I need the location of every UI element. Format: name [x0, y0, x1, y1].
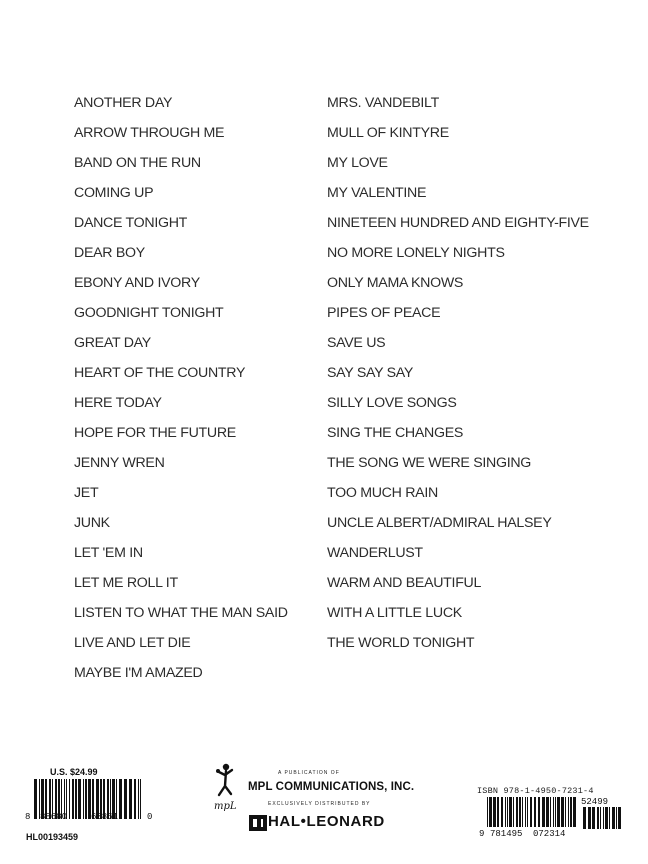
- song-title: HEART OF THE COUNTRY: [74, 365, 246, 381]
- price-code: 52499: [581, 797, 609, 807]
- song-title: WANDERLUST: [327, 545, 423, 561]
- barcode-bar: [138, 779, 139, 819]
- barcode-bar: [501, 797, 503, 827]
- barcode-bar: [134, 779, 136, 819]
- song-title: DANCE TONIGHT: [74, 215, 188, 231]
- barcode-bar: [72, 779, 74, 819]
- upc-digit-left: 8: [25, 812, 31, 822]
- barcode-bar: [140, 779, 141, 819]
- song-title: COMING UP: [74, 185, 154, 201]
- barcode-bar: [509, 797, 512, 827]
- barcode-bar: [85, 779, 87, 819]
- barcode-bar: [513, 797, 514, 827]
- barcode-bar: [561, 797, 564, 827]
- barcode-bar: [519, 797, 521, 827]
- song-title: NINETEEN HUNDRED AND EIGHTY-FIVE: [327, 215, 589, 231]
- barcode-bar: [573, 797, 576, 827]
- barcode-bar: [588, 807, 591, 829]
- product-code: HL00193459: [26, 832, 79, 842]
- barcode-bar: [597, 807, 599, 829]
- barcode-bar: [565, 797, 566, 827]
- distributor-name: HAL•LEONARD: [268, 813, 385, 830]
- song-title: ONLY MAMA KNOWS: [327, 275, 464, 291]
- upc-digit-right: 0: [147, 812, 153, 822]
- song-title: ARROW THROUGH ME: [74, 125, 225, 141]
- barcode-bar: [493, 797, 496, 827]
- barcode-bar: [489, 797, 492, 827]
- song-title: THE WORLD TONIGHT: [327, 635, 475, 651]
- svg-text:mpL: mpL: [214, 801, 237, 812]
- barcode-bar: [550, 797, 551, 827]
- publication-line: A PUBLICATION OF: [278, 770, 340, 776]
- song-title: UNCLE ALBERT/ADMIRAL HALSEY: [327, 515, 552, 531]
- barcode-bar: [592, 807, 595, 829]
- barcode-bar: [568, 797, 569, 827]
- song-title: DEAR BOY: [74, 245, 145, 261]
- song-title: HERE TODAY: [74, 395, 162, 411]
- song-title: JUNK: [74, 515, 110, 531]
- mpl-logo: [210, 762, 242, 812]
- publisher-name: MPL COMMUNICATIONS, INC.: [248, 781, 415, 793]
- barcode-bar: [129, 779, 132, 819]
- barcode-bar: [487, 797, 488, 827]
- song-title: EBONY AND IVORY: [74, 275, 200, 291]
- song-list-right: [327, 93, 627, 663]
- barcode-bar: [555, 797, 556, 827]
- isbn-label: ISBN 978-1-4950-7231-4: [477, 786, 594, 796]
- upc-digits-group-2: 63861: [91, 812, 119, 822]
- barcode-bar: [527, 797, 528, 827]
- barcode-bar: [542, 797, 545, 827]
- song-title: WARM AND BEAUTIFUL: [327, 575, 482, 591]
- barcode-bar: [553, 797, 554, 827]
- song-title: WITH A LITTLE LUCK: [327, 605, 462, 621]
- upc-digits-group-1: 88680: [40, 812, 68, 822]
- song-title: LET ME ROLL IT: [74, 575, 178, 591]
- song-title: SAY SAY SAY: [327, 365, 414, 381]
- song-title: SILLY LOVE SONGS: [327, 395, 457, 411]
- barcode-bar: [612, 807, 615, 829]
- barcode-bar: [119, 779, 122, 819]
- song-title: MY LOVE: [327, 155, 388, 171]
- barcode-bar: [124, 779, 127, 819]
- barcode-bar: [605, 807, 608, 829]
- song-title: MRS. VANDEBILT: [327, 95, 439, 111]
- ean-barcode: [485, 797, 577, 827]
- song-title: SING THE CHANGES: [327, 425, 464, 441]
- song-title: SAVE US: [327, 335, 386, 351]
- barcode-bar: [497, 797, 499, 827]
- distributed-line: EXCLUSIVELY DISTRIBUTED BY: [268, 801, 371, 807]
- barcode-bar: [530, 797, 532, 827]
- barcode-bar: [505, 797, 506, 827]
- barcode-bar: [603, 807, 604, 829]
- song-title: NO MORE LONELY NIGHTS: [327, 245, 505, 261]
- barcode-bar: [83, 779, 84, 819]
- ean-digits-group-1: 781495: [490, 829, 523, 839]
- song-title: JENNY WREN: [74, 455, 165, 471]
- song-title: THE SONG WE WERE SINGING: [327, 455, 532, 471]
- song-title: BAND ON THE RUN: [74, 155, 201, 171]
- song-title: LIVE AND LET DIE: [74, 635, 191, 651]
- barcode-bar: [75, 779, 77, 819]
- price-barcode: [581, 807, 621, 829]
- barcode-bar: [583, 807, 586, 829]
- ean-digit-left: 9: [479, 829, 485, 839]
- song-title: GREAT DAY: [74, 335, 151, 351]
- barcode-bar: [525, 797, 526, 827]
- song-title: HOPE FOR THE FUTURE: [74, 425, 236, 441]
- ean-digits-group-2: 072314: [533, 829, 566, 839]
- song-title: MULL OF KINTYRE: [327, 125, 449, 141]
- barcode-bar: [616, 807, 617, 829]
- barcode-bar: [546, 797, 549, 827]
- song-title: LET 'EM IN: [74, 545, 143, 561]
- barcode-bar: [618, 807, 621, 829]
- barcode-bar: [557, 797, 560, 827]
- barcode-bar: [534, 797, 536, 827]
- song-title: JET: [74, 485, 99, 501]
- song-title: MAYBE I'M AMAZED: [74, 665, 203, 681]
- song-list-left: [74, 93, 314, 693]
- barcode-bar: [570, 797, 572, 827]
- song-title: MY VALENTINE: [327, 185, 427, 201]
- barcode-bar: [69, 779, 70, 819]
- barcode-bar: [507, 797, 508, 827]
- song-title: ANOTHER DAY: [74, 95, 173, 111]
- barcode-bar: [522, 797, 523, 827]
- song-title: PIPES OF PEACE: [327, 305, 441, 321]
- barcode-bar: [609, 807, 610, 829]
- barcode-bar: [516, 797, 518, 827]
- barcode-bar: [34, 779, 37, 819]
- barcode-bar: [600, 807, 601, 829]
- price-label: U.S. $24.99: [50, 767, 98, 777]
- barcode-bar: [538, 797, 540, 827]
- song-title: LISTEN TO WHAT THE MAN SAID: [74, 605, 288, 621]
- song-title: TOO MUCH RAIN: [327, 485, 438, 501]
- song-title: GOODNIGHT TONIGHT: [74, 305, 224, 321]
- barcode-bar: [78, 779, 81, 819]
